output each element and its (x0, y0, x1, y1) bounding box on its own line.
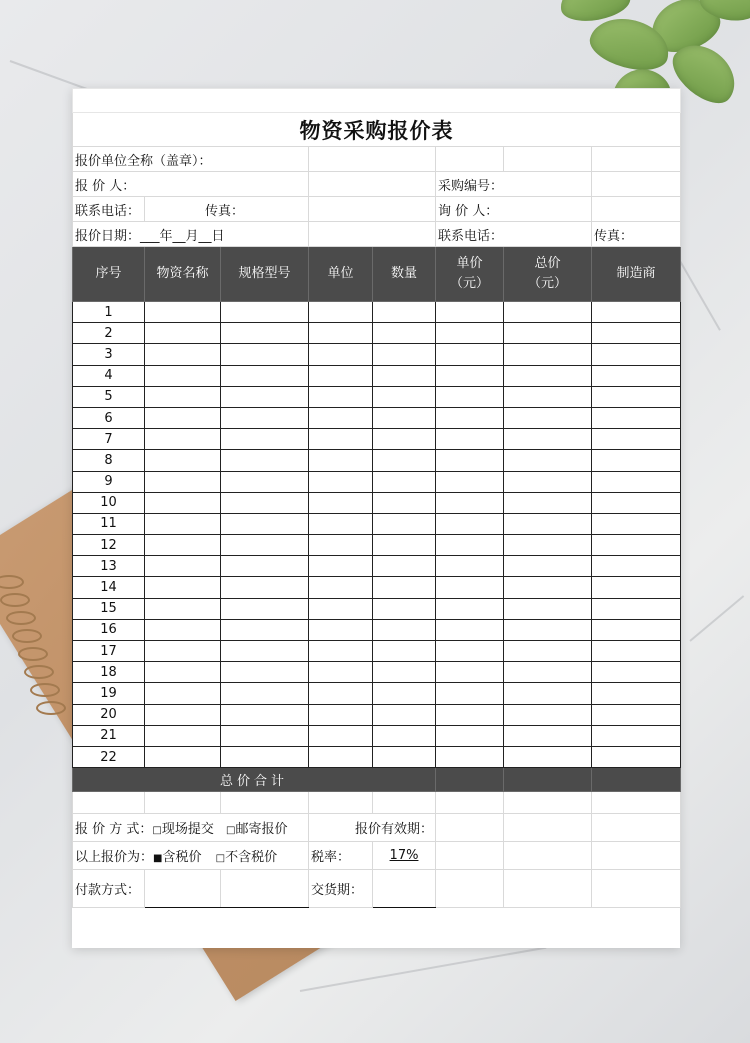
table-cell[interactable] (373, 323, 436, 344)
table-cell[interactable] (504, 323, 592, 344)
phone-label: 联系电话： (73, 197, 145, 222)
table-cell[interactable] (309, 429, 373, 450)
table-cell[interactable] (309, 344, 373, 365)
fax2-label: 传真： (592, 222, 681, 247)
row-number: 7 (73, 429, 145, 450)
table-cell[interactable] (504, 344, 592, 365)
table-cell[interactable] (309, 683, 373, 704)
table-cell[interactable] (436, 704, 504, 725)
table-cell[interactable] (504, 704, 592, 725)
col-unit-price: 单价 （元） (436, 247, 504, 302)
table-cell[interactable] (592, 641, 681, 662)
row-number: 13 (73, 556, 145, 577)
fax-value[interactable] (309, 197, 436, 222)
table-cell[interactable] (145, 662, 221, 683)
table-cell[interactable] (221, 598, 309, 619)
table-cell[interactable] (309, 556, 373, 577)
table-row (73, 746, 681, 767)
table-cell[interactable] (592, 471, 681, 492)
table-cell[interactable] (436, 619, 504, 640)
table-cell[interactable] (221, 725, 309, 746)
quoter-value[interactable] (309, 172, 436, 197)
table-cell[interactable] (145, 641, 221, 662)
checkbox-unchecked-icon[interactable]: □ (152, 825, 162, 837)
row-number: 17 (73, 641, 145, 662)
table-cell[interactable] (504, 386, 592, 407)
checkbox-unchecked-icon[interactable]: □ (226, 825, 236, 837)
table-cell[interactable] (436, 725, 504, 746)
table-cell[interactable] (221, 746, 309, 767)
table-cell[interactable] (373, 365, 436, 386)
total-label: 总价合计 (73, 768, 436, 792)
table-row (73, 577, 681, 598)
tax-label: 税率： (309, 842, 373, 870)
table-cell[interactable] (373, 556, 436, 577)
table-cell[interactable] (145, 725, 221, 746)
table-cell[interactable] (592, 344, 681, 365)
table-cell[interactable] (221, 641, 309, 662)
checkbox-unchecked-icon[interactable]: □ (215, 853, 226, 865)
table-cell[interactable] (309, 725, 373, 746)
table-row (73, 365, 681, 386)
table-cell[interactable] (504, 429, 592, 450)
table-cell[interactable] (145, 577, 221, 598)
table-cell[interactable] (592, 386, 681, 407)
table-cell[interactable] (145, 471, 221, 492)
table-cell[interactable] (592, 450, 681, 471)
table-row (73, 641, 681, 662)
table-row (73, 619, 681, 640)
table-row (73, 598, 681, 619)
table-cell[interactable] (592, 619, 681, 640)
table-cell[interactable] (221, 407, 309, 428)
table-cell[interactable] (504, 513, 592, 534)
table-cell[interactable] (504, 577, 592, 598)
table-cell[interactable] (145, 365, 221, 386)
table-cell[interactable] (373, 619, 436, 640)
table-cell[interactable] (504, 683, 592, 704)
table-cell[interactable] (592, 662, 681, 683)
table-cell[interactable] (592, 302, 681, 323)
table-cell[interactable] (504, 302, 592, 323)
page-title: 物资采购报价表 (73, 113, 681, 147)
inquirer-value[interactable] (592, 197, 681, 222)
table-cell[interactable] (373, 429, 436, 450)
method-label: 报 价 方 式： (75, 822, 153, 838)
row-number: 14 (73, 577, 145, 598)
table-cell[interactable] (221, 302, 309, 323)
table-cell[interactable] (309, 365, 373, 386)
table-cell[interactable] (373, 407, 436, 428)
price-option-untaxed: 不含税价 (225, 850, 278, 866)
row-number: 10 (73, 492, 145, 513)
table-cell[interactable] (504, 365, 592, 386)
row-number: 21 (73, 725, 145, 746)
method-option-mail: 邮寄报价 (235, 822, 288, 838)
table-cell[interactable] (592, 513, 681, 534)
total-value[interactable] (504, 768, 592, 792)
table-cell[interactable] (221, 450, 309, 471)
table-cell[interactable] (309, 598, 373, 619)
table-cell[interactable] (436, 344, 504, 365)
purchase-no-value[interactable] (592, 172, 681, 197)
table-row (73, 556, 681, 577)
table-cell[interactable] (592, 704, 681, 725)
table-cell[interactable] (145, 344, 221, 365)
table-cell[interactable] (373, 683, 436, 704)
table-cell[interactable] (373, 535, 436, 556)
table-cell[interactable] (504, 450, 592, 471)
table-cell[interactable] (436, 302, 504, 323)
table-cell[interactable] (309, 535, 373, 556)
table-cell[interactable] (436, 662, 504, 683)
table-cell[interactable] (145, 746, 221, 767)
purchase-no-label: 采购编号： (436, 172, 592, 197)
price-label: 以上报价为： (75, 850, 154, 866)
table-cell[interactable] (592, 598, 681, 619)
table-cell[interactable] (592, 323, 681, 344)
table-cell[interactable] (309, 577, 373, 598)
table-cell[interactable] (436, 386, 504, 407)
table-cell[interactable] (221, 344, 309, 365)
table-cell[interactable] (145, 302, 221, 323)
validity-label: 报价有效期： (309, 814, 436, 842)
table-cell[interactable] (504, 598, 592, 619)
table-row (73, 302, 681, 323)
table-cell[interactable] (436, 471, 504, 492)
row-number: 11 (73, 513, 145, 534)
table-cell[interactable] (504, 641, 592, 662)
table-cell[interactable] (592, 577, 681, 598)
table-cell[interactable] (373, 492, 436, 513)
row-number: 1 (73, 302, 145, 323)
table-cell[interactable] (221, 704, 309, 725)
table-cell[interactable] (145, 535, 221, 556)
tax-value[interactable]: 17% (373, 842, 436, 870)
table-cell[interactable] (504, 535, 592, 556)
table-cell[interactable] (592, 365, 681, 386)
table-cell[interactable] (373, 704, 436, 725)
data-rows (73, 302, 681, 768)
table-cell[interactable] (504, 662, 592, 683)
table-row (73, 407, 681, 428)
checkbox-checked-icon[interactable]: ■ (153, 853, 163, 865)
date-label: 报价日期：___年__月__日 (73, 222, 309, 247)
quotation-table (72, 88, 681, 908)
row-number: 5 (73, 386, 145, 407)
table-row (73, 323, 681, 344)
table-cell[interactable] (221, 513, 309, 534)
table-cell[interactable] (436, 577, 504, 598)
table-cell[interactable] (373, 344, 436, 365)
col-name: 物资名称 (145, 247, 221, 302)
table-cell[interactable] (309, 513, 373, 534)
quote-method (73, 814, 309, 842)
table-cell[interactable] (436, 450, 504, 471)
table-cell[interactable] (373, 386, 436, 407)
row-number: 6 (73, 407, 145, 428)
col-spec: 规格型号 (221, 247, 309, 302)
row-number: 22 (73, 746, 145, 767)
table-row (73, 492, 681, 513)
table-cell[interactable] (436, 641, 504, 662)
table-cell[interactable] (145, 323, 221, 344)
table-cell[interactable] (436, 429, 504, 450)
table-row (73, 662, 681, 683)
col-seq: 序号 (73, 247, 145, 302)
table-cell[interactable] (436, 492, 504, 513)
row-number: 8 (73, 450, 145, 471)
table-cell[interactable] (436, 683, 504, 704)
notebook-rings (0, 575, 74, 735)
table-cell[interactable] (309, 746, 373, 767)
payment-label: 付款方式： (73, 870, 145, 908)
table-cell[interactable] (373, 662, 436, 683)
table-cell[interactable] (221, 683, 309, 704)
total-row (73, 768, 681, 792)
delivery-value[interactable] (373, 870, 436, 908)
table-cell[interactable] (145, 386, 221, 407)
table-cell[interactable] (373, 450, 436, 471)
quotation-sheet (72, 88, 680, 948)
table-cell[interactable] (145, 492, 221, 513)
row-number: 2 (73, 323, 145, 344)
table-cell[interactable] (373, 513, 436, 534)
total-unit-price (436, 768, 504, 792)
table-cell[interactable] (221, 556, 309, 577)
price-option-taxed: 含税价 (162, 850, 202, 866)
row-number: 19 (73, 683, 145, 704)
table-cell[interactable] (221, 323, 309, 344)
company-label: 报价单位全称（盖章）： (73, 147, 309, 172)
table-cell[interactable] (436, 746, 504, 767)
table-row (73, 535, 681, 556)
table-cell[interactable] (436, 598, 504, 619)
method-option-onsite: 现场提交 (161, 822, 214, 838)
table-cell[interactable] (592, 407, 681, 428)
table-cell[interactable] (504, 471, 592, 492)
table-cell[interactable] (145, 429, 221, 450)
table-row (73, 450, 681, 471)
col-unit: 单位 (309, 247, 373, 302)
table-row (73, 513, 681, 534)
table-cell[interactable] (309, 323, 373, 344)
table-cell[interactable] (436, 323, 504, 344)
marble-vein (300, 947, 547, 992)
table-cell[interactable] (436, 556, 504, 577)
phone2-label: 联系电话： (436, 222, 592, 247)
table-cell[interactable] (309, 302, 373, 323)
table-cell[interactable] (309, 386, 373, 407)
table-row (73, 386, 681, 407)
row-number: 18 (73, 662, 145, 683)
table-cell[interactable] (504, 725, 592, 746)
row-number: 15 (73, 598, 145, 619)
table-cell[interactable] (373, 641, 436, 662)
table-cell[interactable] (373, 577, 436, 598)
table-cell[interactable] (592, 725, 681, 746)
row-number: 20 (73, 704, 145, 725)
table-cell[interactable] (309, 619, 373, 640)
table-cell[interactable] (309, 407, 373, 428)
table-cell[interactable] (373, 746, 436, 767)
table-cell[interactable] (309, 662, 373, 683)
blank-row (73, 89, 681, 113)
table-header (73, 247, 681, 302)
table-cell[interactable] (592, 683, 681, 704)
table-cell[interactable] (309, 641, 373, 662)
table-cell[interactable] (436, 365, 504, 386)
table-cell[interactable] (592, 556, 681, 577)
table-cell[interactable] (504, 619, 592, 640)
quoter-label: 报 价 人： (73, 172, 309, 197)
table-cell[interactable] (145, 450, 221, 471)
table-cell[interactable] (436, 407, 504, 428)
table-cell[interactable] (221, 492, 309, 513)
payment-value[interactable] (145, 870, 221, 908)
validity-value[interactable] (436, 814, 504, 842)
table-cell[interactable] (309, 471, 373, 492)
table-cell[interactable] (221, 386, 309, 407)
price-type (73, 842, 309, 870)
table-cell[interactable] (373, 598, 436, 619)
table-cell[interactable] (373, 471, 436, 492)
table-cell[interactable] (145, 704, 221, 725)
table-row (73, 471, 681, 492)
table-cell[interactable] (436, 513, 504, 534)
table-cell[interactable] (145, 407, 221, 428)
inquirer-label: 询 价 人： (436, 197, 592, 222)
col-total-price: 总价 （元） (504, 247, 592, 302)
table-cell[interactable] (309, 450, 373, 471)
table-cell[interactable] (145, 683, 221, 704)
table-cell[interactable] (592, 492, 681, 513)
row-number: 16 (73, 619, 145, 640)
table-cell[interactable] (309, 492, 373, 513)
table-row (73, 344, 681, 365)
table-cell[interactable] (309, 704, 373, 725)
table-cell[interactable] (221, 471, 309, 492)
row-number: 9 (73, 471, 145, 492)
table-row (73, 704, 681, 725)
table-cell[interactable] (504, 746, 592, 767)
fax-label: 传真： (145, 197, 309, 222)
table-cell[interactable] (221, 535, 309, 556)
table-row (73, 683, 681, 704)
date-value[interactable] (309, 222, 436, 247)
table-cell[interactable] (592, 535, 681, 556)
table-row (73, 429, 681, 450)
table-cell[interactable] (145, 619, 221, 640)
table-cell[interactable] (373, 302, 436, 323)
col-qty: 数量 (373, 247, 436, 302)
table-cell[interactable] (145, 556, 221, 577)
table-cell[interactable] (373, 725, 436, 746)
row-number: 3 (73, 344, 145, 365)
table-cell[interactable] (436, 535, 504, 556)
table-cell[interactable] (221, 619, 309, 640)
col-maker: 制造商 (592, 247, 681, 302)
table-cell[interactable] (592, 746, 681, 767)
table-cell[interactable] (145, 513, 221, 534)
table-cell[interactable] (221, 429, 309, 450)
company-value[interactable] (309, 147, 436, 172)
table-cell[interactable] (504, 556, 592, 577)
marble-vein (689, 595, 744, 642)
row-number: 4 (73, 365, 145, 386)
delivery-label: 交货期： (309, 870, 373, 908)
table-row (73, 725, 681, 746)
table-cell[interactable] (592, 429, 681, 450)
marble-vein (679, 261, 721, 331)
table-cell[interactable] (504, 492, 592, 513)
table-cell[interactable] (145, 598, 221, 619)
table-cell[interactable] (221, 662, 309, 683)
table-cell[interactable] (221, 577, 309, 598)
table-cell[interactable] (221, 365, 309, 386)
row-number: 12 (73, 535, 145, 556)
table-cell[interactable] (504, 407, 592, 428)
